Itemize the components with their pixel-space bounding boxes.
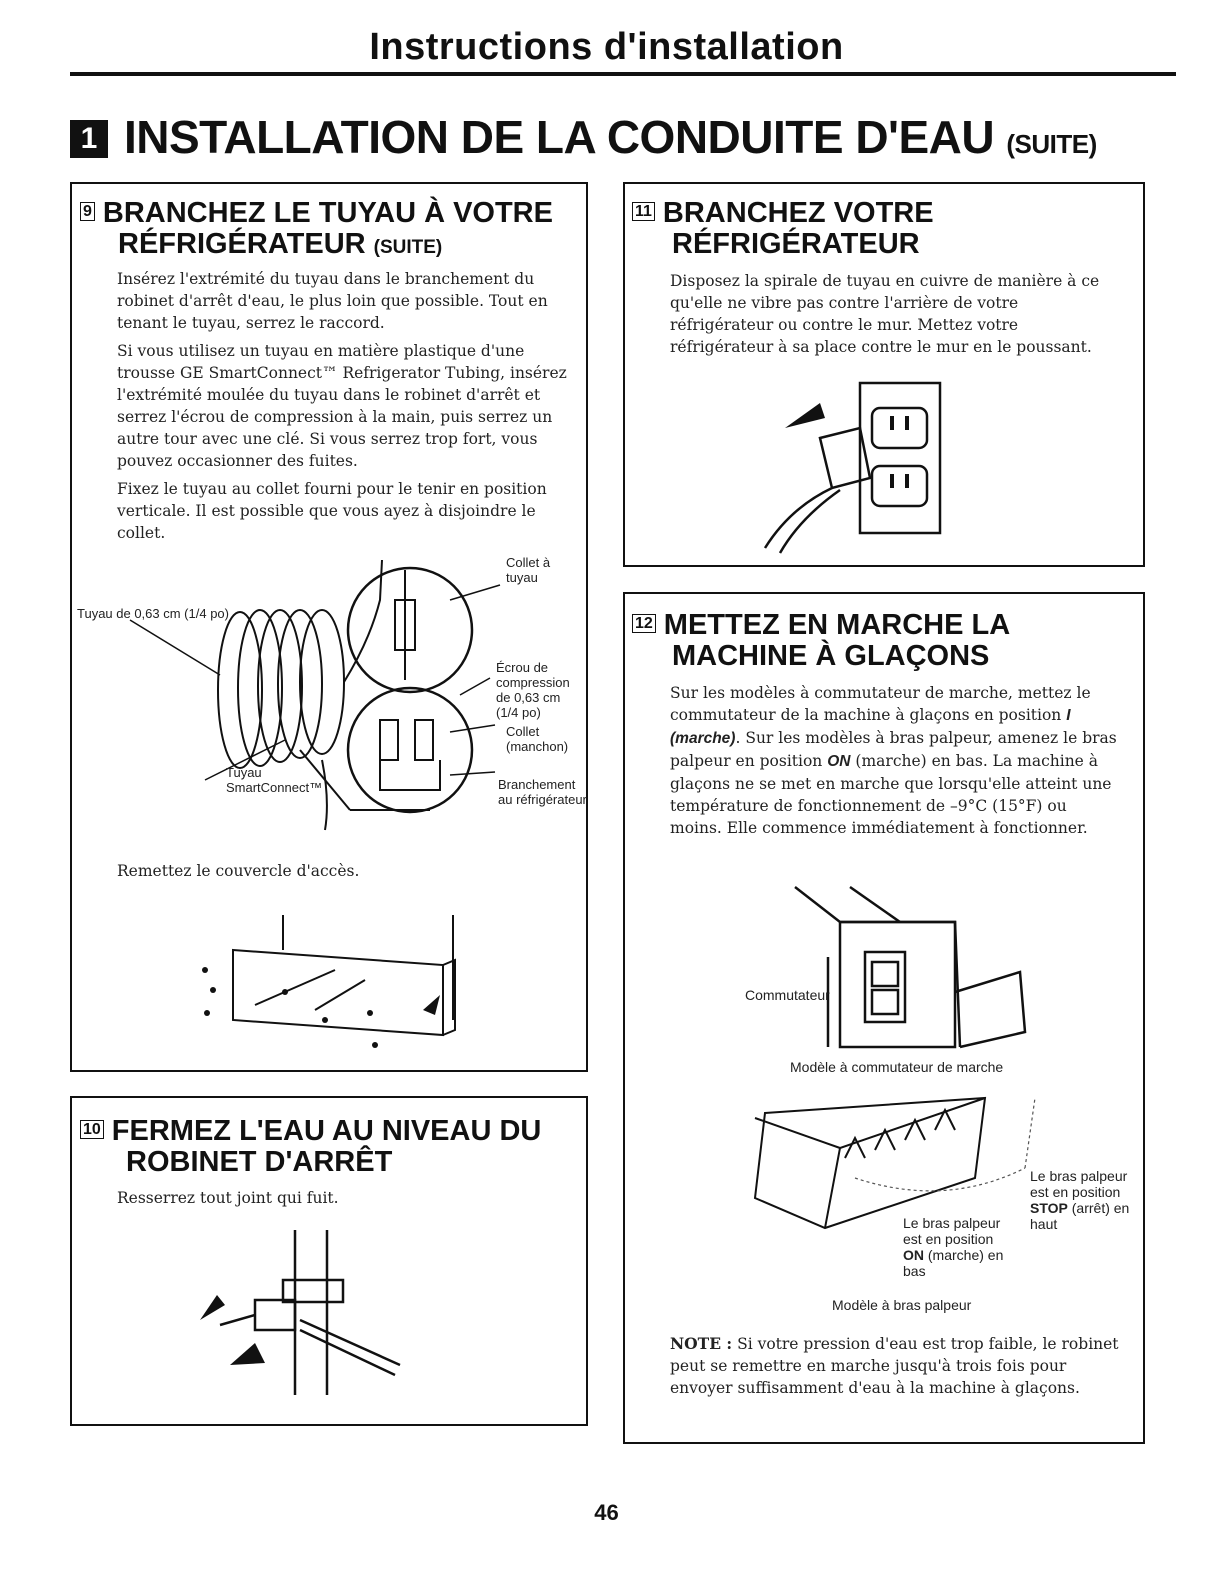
label-arm-on bbox=[903, 1215, 1018, 1279]
step-12-heading bbox=[632, 610, 1132, 672]
page-number: 46 bbox=[594, 1500, 619, 1525]
label-arm-stop-b: STOP bbox=[1030, 1200, 1068, 1216]
step-9-paragraph-2: Si vous utilisez un tuyau en matière plastique d'une trousse GE SmartConnect™ Refrigerator Tubing, insérez l'extrémité moulée du tuyau dans le robinet d'arrêt et serrez l'écrou de compression à la main, puis serrez un autre tour avec une clé. Si vous serrez trop fort, vous pouvez occasionner des fuites. bbox=[117, 342, 567, 470]
step-12-number: 12 bbox=[632, 614, 656, 633]
label-tuyau-size: Tuyau de 0,63 cm (1/4 po) bbox=[77, 606, 229, 621]
shutoff-valve-illustration bbox=[195, 1225, 415, 1405]
step-11-title-line1: BRANCHEZ VOTRE bbox=[662, 197, 934, 229]
step-9-paragraph-4: Remettez le couvercle d'accès. bbox=[117, 862, 360, 880]
caption-switch-model: Modèle à commutateur de marche bbox=[790, 1059, 1004, 1075]
step-9-paragraph-1: Insérez l'extrémité du tuyau dans le branchement du robinet d'arrêt d'eau, le plus loin que possible. Tout en tenant le tuyau, serrez le raccord. bbox=[117, 270, 548, 332]
note-text: Si votre pression d'eau est trop faible, le robinet peut se remettre en marche jusqu'à trois fois pour envoyer suffisamment d'eau à la machine à glaçons. bbox=[670, 1335, 1119, 1397]
step-11-heading bbox=[632, 198, 1132, 260]
step-12-note bbox=[670, 1333, 1120, 1399]
step-9-title-suffix: (SUITE) bbox=[373, 237, 443, 258]
step-11-number: 11 bbox=[632, 202, 655, 221]
step-10-number: 10 bbox=[80, 1120, 104, 1139]
label-arm-on-a: Le bras palpeur est en position bbox=[903, 1215, 1001, 1247]
step-9-number: 9 bbox=[80, 202, 95, 221]
outlet-plug-illustration bbox=[760, 378, 960, 553]
page-header-title: Instructions d'installation bbox=[369, 26, 844, 68]
step-11-title-line2: RÉFRIGÉRATEUR bbox=[672, 228, 920, 260]
step-10-heading bbox=[80, 1116, 580, 1178]
step-9-title-line2: RÉFRIGÉRATEUR bbox=[118, 228, 366, 260]
icemaker-switch-illustration bbox=[780, 882, 1030, 1052]
step-9-paragraph-3: Fixez le tuyau au collet fourni pour le tenir en position verticale. Il est possible que vous ayez à disjoindre le collet. bbox=[117, 480, 547, 542]
label-commutateur: Commutateur bbox=[745, 987, 830, 1003]
step-12-title-line1: METTEZ EN MARCHE LA bbox=[663, 609, 1011, 641]
label-arm-on-b: ON bbox=[903, 1247, 924, 1263]
step-12-text-on: ON bbox=[827, 753, 851, 770]
step-10-title-line1: FERMEZ L'EAU AU NIVEAU DU bbox=[111, 1115, 542, 1147]
label-arm-stop bbox=[1030, 1168, 1140, 1232]
step-11-paragraph-1: Disposez la spirale de tuyau en cuivre de manière à ce qu'elle ne vibre pas contre l'arrière de votre réfrigérateur ou contre le mur. Mettez votre réfrigérateur à sa place contre le mur en le poussant. bbox=[670, 272, 1100, 356]
section-title-text: INSTALLATION DE LA CONDUITE D'EAU bbox=[124, 111, 995, 163]
access-cover-illustration bbox=[195, 910, 475, 1050]
step-12-paragraph-1 bbox=[670, 682, 1120, 839]
label-smartconnect: Tuyau SmartConnect™ bbox=[226, 765, 323, 795]
label-collet-manchon: Collet (manchon) bbox=[506, 724, 569, 754]
step-12-text-a: Sur les modèles à commutateur de marche, mettez le commutateur de la machine à glaçons en position bbox=[670, 684, 1091, 724]
step-12-title-line2: MACHINE À GLAÇONS bbox=[672, 640, 990, 672]
label-ecrou-compression: Écrou de compression de 0,63 cm (1/4 po) bbox=[496, 660, 570, 720]
label-arm-stop-a: Le bras palpeur est en position bbox=[1030, 1168, 1128, 1200]
step-9-heading bbox=[80, 198, 580, 263]
step-10-paragraph-1: Resserrez tout joint qui fuit. bbox=[117, 1189, 339, 1207]
step-12-text-e: (marche) en bas. La machine à glaçons ne se met en marche que lorsqu'elle atteint une température de fonctionnement de –9°C (15°F) ou moins. Elle commence immédiatement à fonctionner. bbox=[670, 752, 1112, 837]
step-12-text-c: . Sur les modèles à bras palpeur, amenez le bras palpeur en position bbox=[670, 729, 1117, 770]
step-12-text-marche: I (marche) bbox=[670, 707, 1071, 747]
header-rule bbox=[70, 72, 1176, 76]
label-branchement: Branchement au réfrigérateur bbox=[498, 777, 587, 807]
step-10-title-line2: ROBINET D'ARRÊT bbox=[126, 1146, 393, 1178]
note-label: NOTE : bbox=[670, 1334, 733, 1353]
step-9-text bbox=[117, 268, 567, 550]
label-arm-on-c: (marche) en bas bbox=[903, 1247, 1004, 1279]
section-title bbox=[124, 110, 1097, 164]
caption-arm-model: Modèle à bras palpeur bbox=[832, 1297, 972, 1313]
section-number-badge: 1 bbox=[70, 120, 108, 158]
step-9-title-line1: BRANCHEZ LE TUYAU À VOTRE bbox=[102, 197, 553, 229]
section-title-suffix: (SUITE) bbox=[1006, 129, 1097, 159]
label-collet-tuyau: Collet à tuyau bbox=[506, 555, 551, 585]
label-arm-stop-c: (arrêt) en haut bbox=[1030, 1200, 1130, 1232]
